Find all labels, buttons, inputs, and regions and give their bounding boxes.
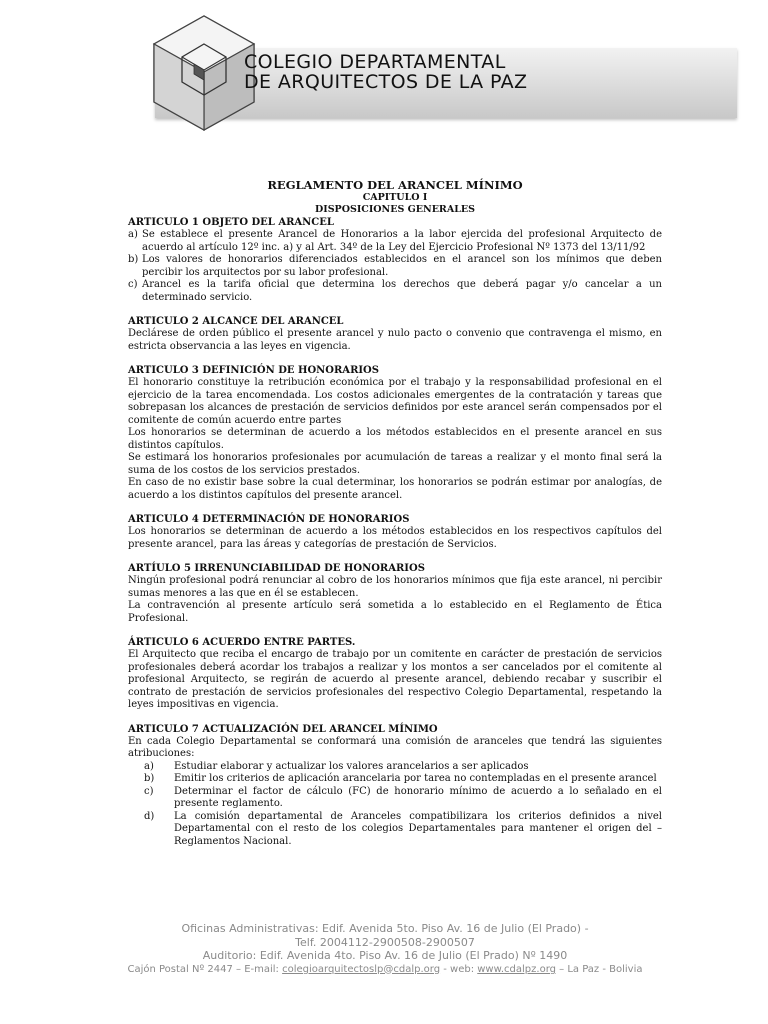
section-heading: DISPOSICIONES GENERALES xyxy=(315,204,475,215)
list-item: b) Los valores de honorarios diferenciados establecidos en el arancel son los mínimos que deben percibir los arquitectos por su labor profesional. xyxy=(128,254,662,278)
list-item: a) Estudiar elaborar y actualizar los valores arancelarios a ser aplicados xyxy=(144,760,529,772)
paragraph: Los honorarios se determinan de acuerdo a los métodos establecidos en los respectivos capítulos del presente arancel, para las áreas y categorías de prestación de Servicios. xyxy=(128,526,662,550)
paragraph: La contravención al presente artículo será sometida a lo establecido en el Reglamento de Ética Profesional. xyxy=(128,600,662,624)
list-item: c) Arancel es la tarifa oficial que determina los derechos que deberá pagar y/o cancelar a un determinado servicio. xyxy=(128,279,662,303)
org-name-line2: DE ARQUITECTOS DE LA PAZ xyxy=(244,71,528,93)
footer-phone: Telf. 2004112-2900508-2900507 xyxy=(295,935,475,949)
organization-name xyxy=(244,52,527,92)
chapter-heading: CAPITULO I xyxy=(362,192,428,203)
footer-contact: Cajón Postal Nº 2447 – E-mail: colegioarquitectoslp@cdalp.org - web: www.cdalpz.org – La Paz - Bolivia xyxy=(127,963,643,975)
article-6-title: ÁRTICULO 6 ACUERDO ENTRE PARTES. xyxy=(128,637,356,648)
article-2-title: ARTICULO 2 ALCANCE DEL ARANCEL xyxy=(128,316,344,327)
cube-logo-icon xyxy=(150,14,258,134)
paragraph: Ningún profesional podrá renunciar al cobro de los honorarios mínimos que fija este arancel, ni percibir sumas menores a las que en él se establecen. xyxy=(128,575,662,599)
paragraph: El honorario constituye la retribución económica por el trabajo y la responsabilidad profesional en el ejercicio de la tarea encomendada. Los costos adicionales emergentes de la contratación y tareas que sobrepasan los alcances de prestación de servicios definidos por este arancel serán compensados por el comitente de común acuerdo entre partes xyxy=(128,377,662,426)
page-footer xyxy=(60,922,710,976)
web-link[interactable]: www.cdalpz.org xyxy=(477,963,556,975)
footer-offices: Oficinas Administrativas: Edif. Avenida 5to. Piso Av. 16 de Julio (El Prado) - xyxy=(181,922,589,935)
article-1-title: ARTICULO 1 OBJETO DEL ARANCEL xyxy=(128,217,334,228)
article-3-title: ARTICULO 3 DEFINICIÓN DE HONORARIOS xyxy=(128,365,379,376)
paragraph: En cada Colegio Departamental se conformará una comisión de aranceles que tendrá las siguientes atribuciones: xyxy=(128,735,662,759)
document-title: REGLAMENTO DEL ARANCEL MÍNIMO xyxy=(267,178,523,192)
article-7-title: ARTICULO 7 ACTUALIZACIÓN DEL ARANCEL MÍNIMO xyxy=(128,723,438,735)
list-item: c) Determinar el factor de cálculo (FC) de honorario mínimo de acuerdo a lo señalado en el presente reglamento. xyxy=(144,785,662,809)
org-name-line1: COLEGIO DEPARTAMENTAL xyxy=(244,51,506,73)
article-5-title: ARTÍULO 5 IRRENUNCIABILIDAD DE HONORARIOS xyxy=(128,563,425,574)
footer-auditorium: Auditorio: Edif. Avenida 4to. Piso Av. 16 de Julio (El Prado) Nº 1490 xyxy=(202,949,568,962)
list-item: b) Emitir los criterios de aplicación arancelaria por tarea no contempladas en el presente arancel xyxy=(144,773,657,784)
paragraph: Declárese de orden público el presente arancel y nulo pacto o convenio que contravenga el mismo, en estricta observancia a las leyes en vigencia. xyxy=(128,328,662,352)
article-4-title: ARTICULO 4 DETERMINACIÓN DE HONORARIOS xyxy=(128,514,410,525)
list-item: a) Se establece el presente Arancel de Honorarios a la labor ejercida del profesional Arquitecto de acuerdo al artículo 12º inc. a) y al Art. 34º de la Ley del Ejercicio Profesional Nº 1373 del 13/11/92 xyxy=(128,229,662,253)
paragraph: Los honorarios se determinan de acuerdo a los métodos establecidos en el presente arancel en sus distintos capítulos. xyxy=(128,427,662,451)
document-body xyxy=(128,178,662,848)
list-item: d) La comisión departamental de Aranceles compatibilizara los criterios definidos a nivel Departamental con el resto de los colegios Departamentales para mantener el origen del – Reglamentos Nacional. xyxy=(144,810,662,847)
paragraph: El Arquitecto que reciba el encargo de trabajo por un comitente en carácter de prestación de servicios profesionales deberá acordar los trabajos a realizar y los montos a ser cancelados por el comitente al profesional Arquitecto, se regirán de acuerdo al presente arancel, debiendo recabar y suscribir el contrato de prestación de servicios profesionales del respectivo Colegio Departamental, respetando la leyes impositivas en vigencia. xyxy=(128,649,662,710)
paragraph: Se estimará los honorarios profesionales por acumulación de tareas a realizar y el monto final será la suma de los costos de los servicios prestados. xyxy=(128,452,662,476)
email-link[interactable]: colegioarquitectoslp@cdalp.org xyxy=(282,963,441,975)
paragraph: En caso de no existir base sobre la cual determinar, los honorarios se podrán estimar por analogías, de acuerdo a los distintos capítulos del presente arancel. xyxy=(128,477,662,501)
